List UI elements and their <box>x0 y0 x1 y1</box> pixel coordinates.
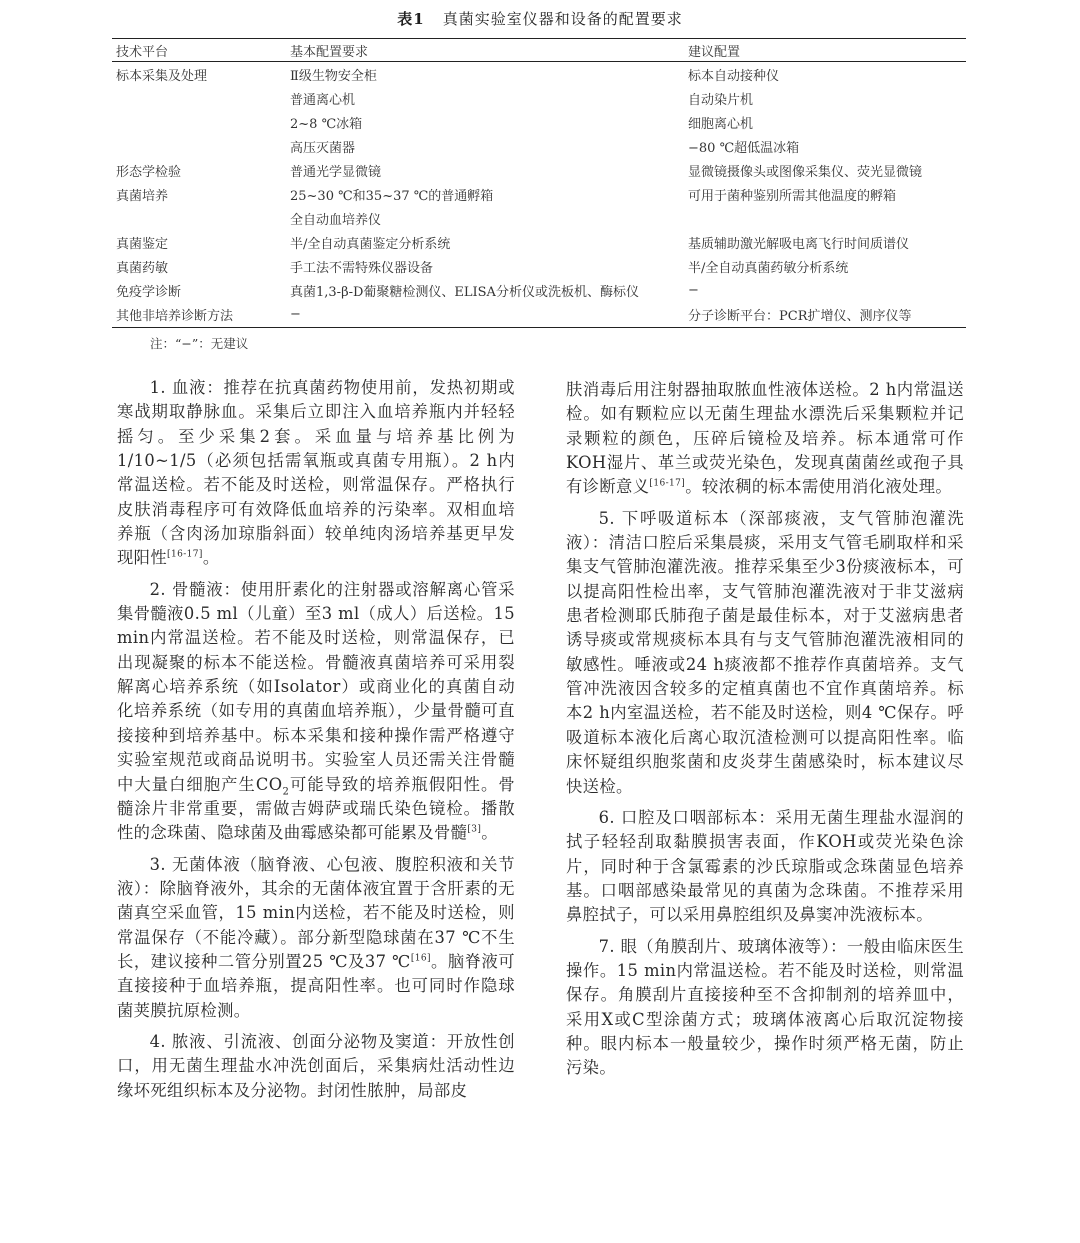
table-cell: − <box>688 283 699 299</box>
header-basic: 基本配置要求 <box>290 39 688 62</box>
table-cell: 形态学检验 <box>116 164 182 180</box>
equipment-table <box>112 38 966 328</box>
table-cell: 普通离心机 <box>290 92 356 108</box>
paragraph-text: 3. 无菌体液（脑脊液、心包液、腹腔积液和关节液）：除脑脊液外，其余的无菌体液宜置于含肝素的无菌真空采血管，15 min内送检，若不能及时送检，则常温保存（不能冷藏）。部分新型隐球菌在37 ℃不生长，建议接种二管分别置25 ℃及37 ℃ <box>117 854 515 971</box>
paragraph-blood <box>117 376 515 571</box>
table-cell: 真菌1,3-β-D葡聚糖检测仪、ELISA分析仪或洗板机、酶标仪 <box>290 285 639 301</box>
table-cell <box>112 134 290 158</box>
table-cell: 全自动血培养仪 <box>290 213 382 229</box>
paragraph-pus-continued <box>566 378 964 500</box>
table-cell: 真菌鉴定 <box>116 237 169 253</box>
table-cell: 可用于菌种鉴别所需其他温度的孵箱 <box>688 189 897 205</box>
paragraph-sterile-fluid <box>117 853 515 1023</box>
table-cell: − <box>290 303 688 328</box>
table-note: 注：“−”：无建议 <box>150 336 249 351</box>
table-row <box>112 255 966 279</box>
paragraph-pus-start <box>117 1030 515 1103</box>
table-cell <box>112 86 290 110</box>
paragraph-text: 肤消毒后用注射器抽取脓血性液体送检。2 h内常温送检。如有颗粒应以无菌生理盐水漂洗后采集颗粒并记录颗粒的颜色，压碎后镜检及培养。标本通常可作KOH湿片、革兰或荧光染色，发现真菌菌丝或孢子具有诊断意义 <box>566 380 964 497</box>
body-column-right <box>566 378 964 1088</box>
table-cell: 标本采集及处理 <box>116 68 208 84</box>
table-row <box>112 303 966 328</box>
paragraph-lower-respiratory: 5. 下呼吸道标本（深部痰液，支气管肺泡灌洗液）：清洁口腔后采集晨痰，采用支气管毛刷取样和采集支气管肺泡灌洗液。推荐采集至少3份痰液标本，可以提高阳性检出率，支气管肺泡灌洗液对于非艾滋病患者检测耶氏肺孢子菌是最佳标本，对于艾滋病患者诱导痰或常规痰标本具有与支气管肺泡灌洗液相同的敏感性。唾液或24 h痰液都不推荐作真菌培养。支气管冲洗液因含较多的定植真菌也不宜作真菌培养。标本2 h内室温送检，若不能及时送检，则4 ℃保存。呼吸道标本液化后离心取沉渣检测可以提高阳性率。临床怀疑组织胞浆菌和皮炎芽生菌感染时，标本建议尽快送检。 <box>566 508 964 796</box>
table-cell: 半/全自动真菌药敏分析系统 <box>688 261 849 277</box>
table-cell: 自动染片机 <box>688 92 754 108</box>
table-cell <box>688 207 966 231</box>
header-platform: 技术平台 <box>112 39 290 62</box>
table-cell: 其他非培养诊断方法 <box>112 303 290 328</box>
table-row <box>112 134 966 158</box>
table-cell: 半/全自动真菌鉴定分析系统 <box>290 237 451 253</box>
table-cell: 高压灭菌器 <box>290 140 356 156</box>
table-cell: 普通光学显微镜 <box>290 164 382 180</box>
citation: [16-17] <box>649 478 686 489</box>
citation: [3] <box>467 824 482 835</box>
table-cell: 分子诊断平台：PCR扩增仪、测序仪等 <box>688 303 966 328</box>
paragraph-bone-marrow <box>117 578 515 846</box>
table-row <box>112 62 966 87</box>
table-cell <box>112 110 290 134</box>
table-cell <box>112 207 290 231</box>
table-caption <box>0 8 1080 29</box>
table-cell: −80 ℃超低温冰箱 <box>688 140 800 156</box>
citation: [16-17] <box>167 549 203 560</box>
table-cell: 免疫学诊断 <box>116 285 182 301</box>
table-cell: 标本自动接种仪 <box>688 68 780 84</box>
table-cell: Ⅱ级生物安全柜 <box>290 68 377 84</box>
paragraph-text: 4. 脓液、引流液、创面分泌物及窦道：开放性创口，用无菌生理盐水冲洗创面后，采集病灶活动性边缘坏死组织标本及分泌物。封闭性脓肿，局部皮 <box>117 1031 515 1100</box>
paragraph-text: 1. 血液：推荐在抗真菌药物使用前，发热初期或寒战期取静脉血。采集后立即注入血培养瓶内并轻轻摇匀。至少采集2套。采血量与培养基比例为1/10~1/5（必须包括需氧瓶或真菌专用瓶）。2 h内常温送检。若不能及时送检，则常温保存。严格执行皮肤消毒程序可有效降低血培养的污染率。双相血培养瓶（含肉汤加琼脂斜面）较单纯肉汤培养基更早发现阳性 <box>117 378 515 568</box>
paragraph-text: 。较浓稠的标本需使用消化液处理。 <box>685 477 953 497</box>
paragraph-text: 。 <box>481 823 498 843</box>
header-suggested: 建议配置 <box>688 39 966 62</box>
table-cell: 2~8 ℃冰箱 <box>290 116 363 132</box>
table-cell: 细胞离心机 <box>688 116 754 132</box>
table-row <box>112 158 966 182</box>
table-cell: 真菌培养 <box>116 189 169 205</box>
subscript: 2 <box>282 785 290 797</box>
paragraph-text: 2. 骨髓液：使用肝素化的注射器或溶解离心管采集骨髓液0.5 ml（儿童）至3 ml（成人）后送检。15 min内常温送检。若不能及时送检，则常温保存，已出现凝聚的标本不能送检。骨髓液真菌培养可采用裂解离心培养系统（如Isolator）或商业化的真菌自动化培养系统（如专用的真菌血培养瓶），少量骨髓可直接接种到培养基中。标本采集和接种操作需严格遵守实验室规范或商品说明书。实验室人员还需关注骨髓中大量白细胞产生CO <box>117 579 515 794</box>
table-cell: 显微镜摄像头或图像采集仪、荧光显微镜 <box>688 164 923 180</box>
table-row <box>112 182 966 206</box>
table-row <box>112 110 966 134</box>
table-row <box>112 86 966 110</box>
table-number: 表1 <box>397 10 425 28</box>
table-cell: 手工法不需特殊仪器设备 <box>290 261 434 277</box>
table-cell: 真菌药敏 <box>116 261 169 277</box>
table-row <box>112 279 966 303</box>
table-cell: 基质辅助激光解吸电离飞行时间质谱仪 <box>688 237 910 253</box>
paragraph-oral: 6. 口腔及口咽部标本：采用无菌生理盐水湿润的拭子轻轻刮取黏膜损害表面，作KOH或荧光染色涂片，同时种于含氯霉素的沙氏琼脂或念珠菌显色培养基。口咽部感染最常见的真菌为念珠菌。不推荐采用鼻腔拭子，可以采用鼻腔组织及鼻窦冲洗液标本。 <box>566 807 964 925</box>
paragraph-text: 。 <box>202 548 220 568</box>
table-header-row <box>112 39 966 62</box>
citation: [16] <box>410 953 431 964</box>
table-title: 真菌实验室仪器和设备的配置要求 <box>442 10 683 28</box>
paragraph-text: 。脑脊液可直接接种于血培养瓶，提高阳性率。也可同时作隐球菌荚膜抗原检测。 <box>117 951 515 1020</box>
table-row <box>112 231 966 255</box>
paragraph-eye: 7. 眼（角膜刮片、玻璃体液等）：一般由临床医生操作。15 min内常温送检。若不能及时送检，则常温保存。角膜刮片直接接种至不含抑制剂的培养皿中，采用X或C型涂菌方式；玻璃体液离心后取沉淀物接种。眼内标本一般量较少，操作时须严格无菌，防止污染。 <box>566 936 964 1078</box>
table-row <box>112 207 966 231</box>
body-column-left <box>117 376 515 1110</box>
table-cell: 25~30 ℃和35~37 ℃的普通孵箱 <box>290 189 494 205</box>
paragraph-text: 可能导致的培养瓶假阳性。骨髓涂片非常重要，需做吉姆萨或瑞氏染色镜检。播散性的念珠菌、隐球菌及曲霉感染都可能累及骨髓 <box>117 774 515 843</box>
